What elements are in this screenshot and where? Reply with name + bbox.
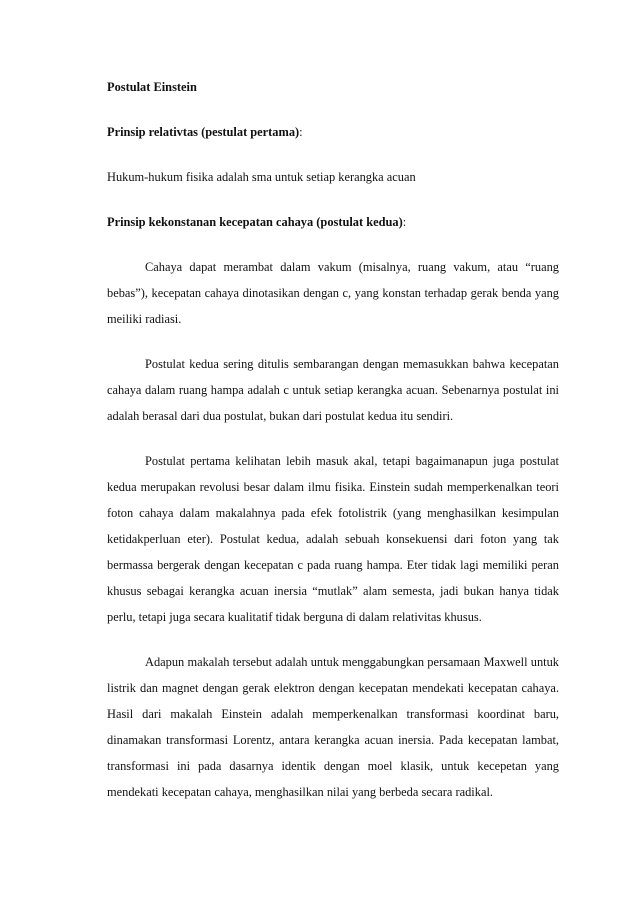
section2-heading-text: Prinsip kekonstanan kecepatan cahaya (postulat kedua): [107, 215, 403, 229]
paragraph-2: Postulat kedua sering ditulis sembarangan dengan memasukkan bahwa kecepatan cahaya dalam ruang hampa adalah c untuk setiap kerangka acuan. Sebenarnya postulat ini adalah berasal dari dua postulat, bukan dari postulat kedua itu sendiri.: [107, 357, 559, 423]
section1-text: Hukum-hukum fisika adalah sma untuk setiap kerangka acuan: [107, 170, 416, 184]
document-title-text: Postulat Einstein: [107, 80, 197, 94]
paragraph-1: Cahaya dapat merambat dalam vakum (misalnya, ruang vakum, atau “ruang bebas”), kecepatan cahaya dinotasikan dengan c, yang konstan terhadap gerak benda yang meiliki radiasi.: [107, 260, 559, 326]
document-body: [107, 74, 559, 824]
section1-heading-text: Prinsip relativtas (pestulat pertama): [107, 125, 300, 139]
paragraph-4: Adapun makalah tersebut adalah untuk menggabungkan persamaan Maxwell untuk listrik dan magnet dengan gerak elektron dengan kecepatan mendekati kecepatan cahaya. Hasil dari makalah Einstein adalah memperkenalkan transformasi koordinat baru, dinamakan transformasi Lorentz, antara kerangka acuan inersia. Pada kecepatan lambat, transformasi ini pada dasarnya identik dengan moel klasik, untuk kecepetan yang mendekati kecepatan cahaya, menghasilkan nilai yang berbeda secara radikal.: [107, 655, 559, 799]
section2-heading: [107, 209, 559, 235]
section2-heading-colon: :: [402, 215, 407, 229]
paragraph-3: Postulat pertama kelihatan lebih masuk akal, tetapi bagaimanapun juga postulat kedua merupakan revolusi besar dalam ilmu fisika. Einstein sudah memperkenalkan teori foton cahaya dalam makalahnya pada efek fotolistrik (yang menghasilkan kesimpulan ketidakperluan eter). Postulat kedua, adalah sebuah konsekuensi dari foton yang tak bermassa bergerak dengan kecepatan c pada ruang hampa. Eter tidak lagi memiliki peran khusus sebagai kerangka acuan inersia “mutlak” alam semesta, jadi bukan hanya tidak perlu, tetapi juga secara kualitatif tidak berguna di dalam relativitas khusus.: [107, 454, 559, 624]
section1-heading: [107, 119, 559, 145]
section1-heading-colon: :: [299, 125, 303, 139]
document-title: [107, 74, 559, 100]
